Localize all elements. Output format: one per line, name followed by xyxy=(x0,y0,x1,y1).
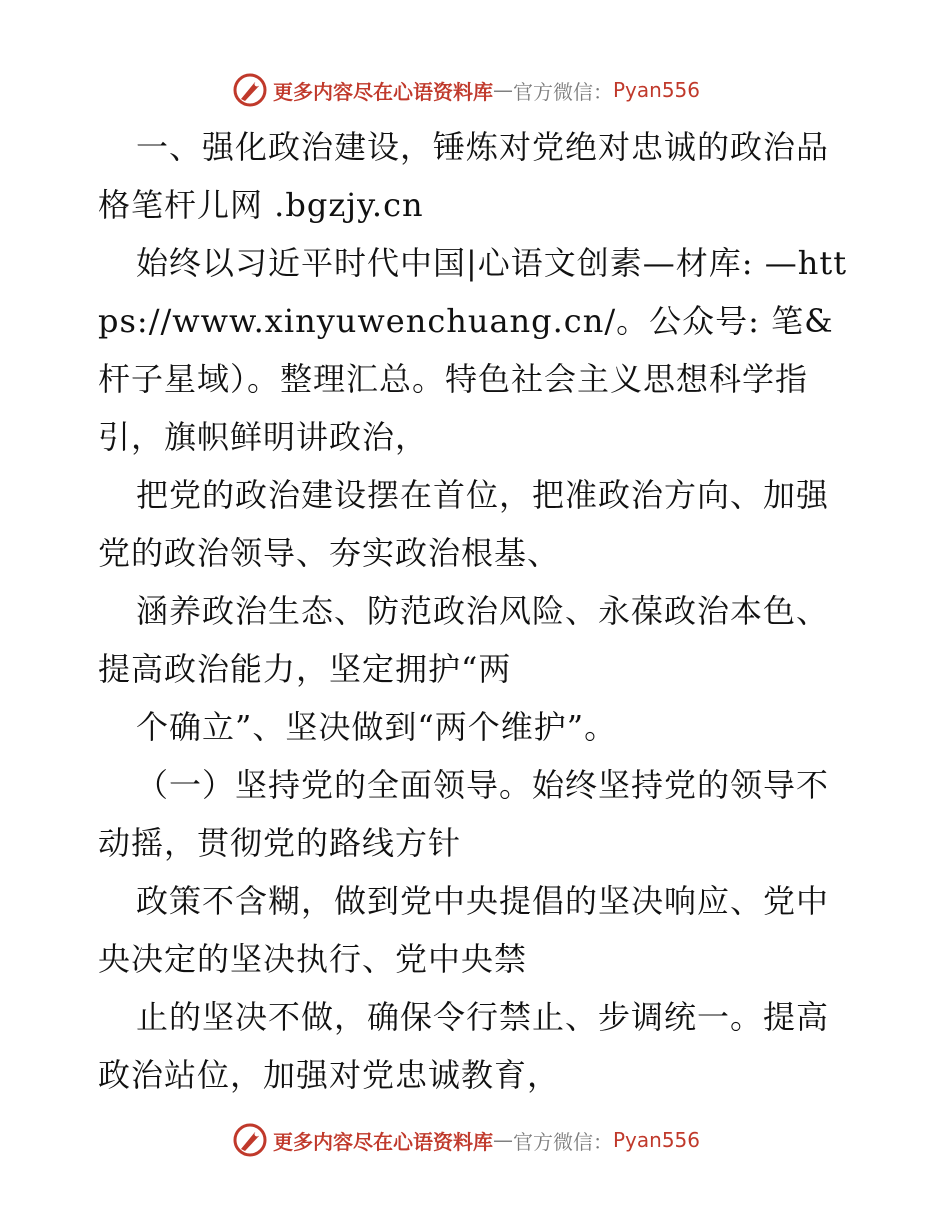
banner-brand-text: 更多内容尽在心语资料库 xyxy=(273,1129,493,1154)
banner-brand-text: 更多内容尽在心语资料库 xyxy=(273,79,493,104)
paragraph-3: 把党的政治建设摆在首位，把准政治方向、加强党的政治领导、夯实政治根基、 xyxy=(98,476,830,572)
paragraph-6: （一）坚持党的全面领导。始终坚持党的领导不动摇，贯彻党的路线方针 xyxy=(98,766,830,862)
banner-wechat-id: Pyan556 xyxy=(613,78,701,102)
paragraph-5: 个确立”、坚决做到“两个维护”。 xyxy=(136,708,618,746)
banner-official-label: 官方微信： xyxy=(513,79,613,104)
paragraph-8: 止的坚决不做，确保令行禁止、步调统一。提高政治站位，加强对党忠诚教育， xyxy=(98,998,830,1094)
paragraph-2: 始终以习近平时代中国|心语文创素—材库: —https://www.xinyuwenchuang.cn/。公众号: 笔&杆子星域）。整理汇总。特色社会主义思想科学指引，旗帜鲜明讲政治， xyxy=(98,244,848,456)
banner-dash: — xyxy=(493,1128,513,1152)
banner-wechat-id: Pyan556 xyxy=(613,1128,701,1152)
document-body xyxy=(98,118,858,1104)
paragraph-7: 政策不含糊，做到党中央提倡的坚决响应、党中央决定的坚决执行、党中央禁 xyxy=(98,882,830,978)
footer-banner xyxy=(233,1120,700,1160)
pen-logo-icon xyxy=(233,73,267,107)
paragraph-1: 一、强化政治建设，锤炼对党绝对忠诚的政治品格笔杆儿网 .bgzjy.cn xyxy=(98,128,830,224)
paragraph-4: 涵养政治生态、防范政治风险、永葆政治本色、提高政治能力，坚定拥护“两 xyxy=(98,592,830,688)
pen-logo-icon xyxy=(233,1123,267,1157)
banner-official-label: 官方微信： xyxy=(513,1129,613,1154)
header-banner xyxy=(233,70,700,110)
banner-dash: — xyxy=(493,78,513,102)
